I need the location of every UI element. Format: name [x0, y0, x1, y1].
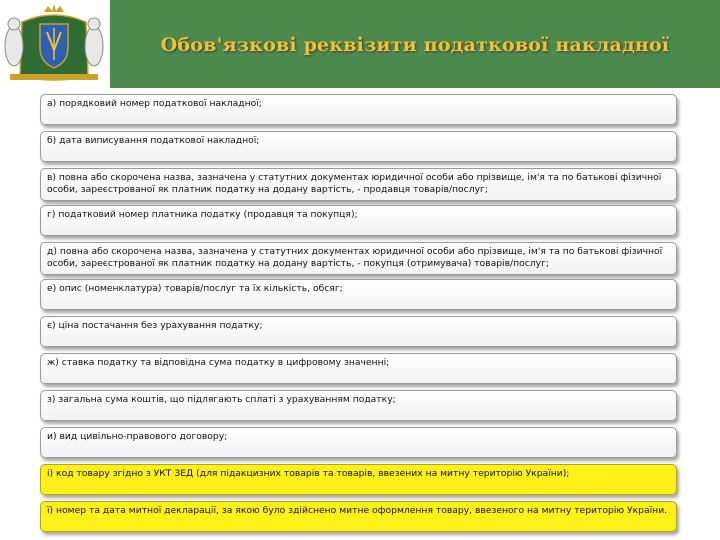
list-item: и) вид цивільно-правового договору; [40, 427, 677, 458]
list-item: д) повна або скорочена назва, зазначена у статутних документах юридичної особи або прізвище, ім'я та по батькові фізичної особи, зареєстрованої як платник податку на додану вартість, - покупця (отримувача) товарів/послуг; [40, 242, 677, 275]
list-item: є) ціна постачання без урахування податку; [40, 316, 677, 347]
list-item: ж) ставка податку та відповідна сума податку в цифровому значенні; [40, 353, 677, 384]
list-item: а) порядковий номер податкової накладної; [40, 94, 677, 125]
list-item: г) податковий номер платника податку (продавця та покупця); [40, 205, 677, 236]
title-band [110, 0, 720, 88]
slide-header [0, 0, 720, 88]
list-item: з) загальна сума коштів, що підлягають сплаті з урахуванням податку; [40, 390, 677, 421]
list-item-highlighted: і) код товару згідно з УКТ ЗЕД (для підакцизних товарів та товарів, ввезених на митну територію України); [40, 464, 677, 495]
list-item: е) опис (номенклатура) товарів/послуг та їх кількість, обсяг; [40, 279, 677, 310]
slide-title: Обов'язкові реквізити податкової накладної [160, 34, 670, 56]
list-item: б) дата виписування податкової накладної; [40, 131, 677, 162]
coat-of-arms-icon [2, 2, 106, 86]
list-item-highlighted: ї) номер та дата митної декларації, за якою було здійснено митне оформлення товару, ввезеного на митну територію України. [40, 501, 677, 532]
list-item: в) повна або скорочена назва, зазначена у статутних документах юридичної особи або прізвище, ім'я та по батькові фізичної особи, зареєстрованої як платник податку на додану вартість, - продавця товарів/послуг; [40, 168, 677, 201]
